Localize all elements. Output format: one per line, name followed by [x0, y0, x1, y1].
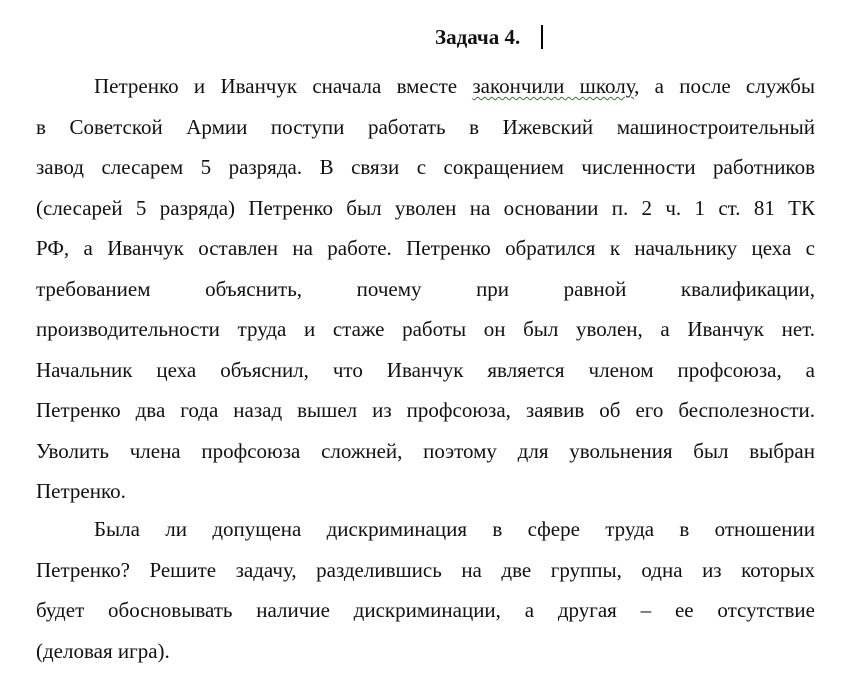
text-cursor: [541, 25, 543, 49]
paragraph-line: Начальник цеха объяснил, что Иванчук является членом профсоюза, а: [36, 357, 815, 382]
paragraph-line: РФ, а Иванчук оставлен на работе. Петренко обратился к начальнику цеха с: [36, 236, 815, 260]
paragraph-question: [36, 509, 815, 671]
grammar-marked-phrase[interactable]: закончили школу: [472, 74, 635, 98]
paragraph-line: Петренко? Решите задачу, разделившись на две группы, одна из которых: [36, 557, 815, 582]
paragraph-line: (деловая игра).: [36, 638, 170, 663]
paragraph-line: Уволить члена профсоюза сложней, поэтому для увольнения был выбран: [36, 438, 815, 463]
line-segment: , а после службы: [634, 74, 815, 98]
paragraph-line: в Советской Армии поступи работать в Ижевский машиностроительный: [36, 114, 815, 139]
paragraph-line: Была ли допущена дискриминация в сфере труда в отношении: [94, 517, 815, 541]
paragraph-line: требованием объяснить, почему при равной квалификации,: [36, 276, 815, 301]
paragraph-line: завод слесарем 5 разряда. В связи с сокращением численности работников: [36, 155, 815, 179]
paragraph-line: [36, 66, 815, 107]
task-title: Задача 4.: [435, 25, 521, 49]
paragraph-line: производительности труда и стаже работы он был уволен, а Иванчук нет.: [36, 317, 815, 341]
line-segment: Петренко и Иванчук сначала вместе: [94, 74, 473, 98]
paragraph-problem: [36, 66, 815, 512]
paragraph-line: (слесарей 5 разряда) Петренко был уволен на основании п. 2 ч. 1 ст. 81 ТК: [36, 195, 815, 220]
paragraph-line: Петренко.: [36, 479, 126, 503]
paragraph-line: Петренко два года назад вышел из профсоюза, заявив об его бесполезности.: [36, 398, 815, 422]
paragraph-line: будет обосновывать наличие дискриминации, а другая – ее отсутствие: [36, 598, 815, 622]
